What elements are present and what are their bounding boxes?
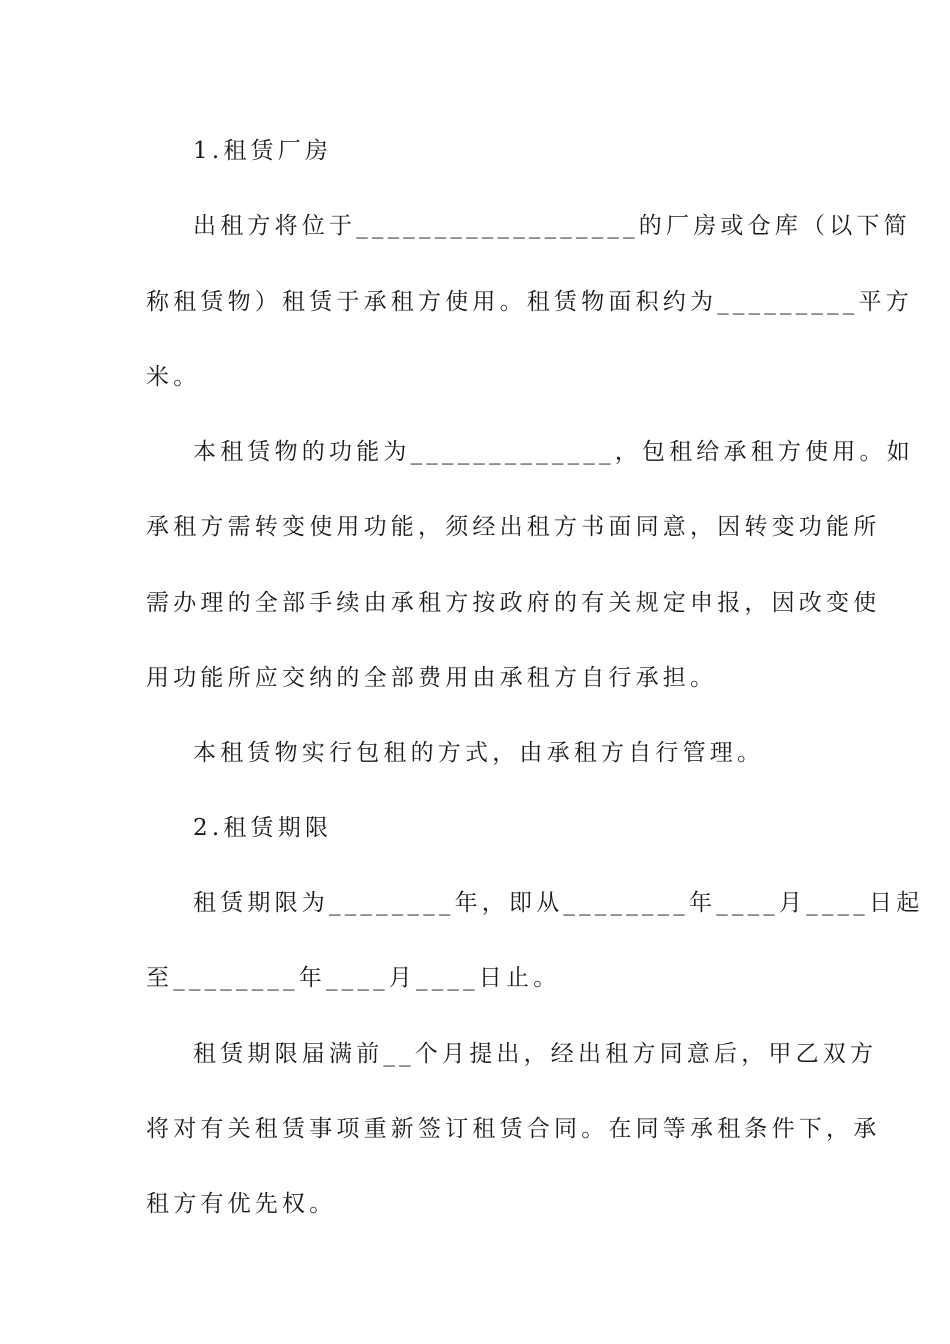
paragraph-line: 需办理的全部手续由承租方按政府的有关规定申报，因改变使 <box>146 590 881 616</box>
paragraph-line: 租赁期限届满前__个月提出，经出租方同意后，甲乙双方 <box>193 1041 878 1067</box>
section-heading-1: 1.租赁厂房 <box>193 138 333 164</box>
paragraph-line: 承租方需转变使用功能，须经出租方书面同意，因转变功能所 <box>146 514 881 540</box>
paragraph-line: 称租赁物）租赁于承租方使用。租赁物面积约为_________平方 <box>146 289 913 315</box>
paragraph-line: 将对有关租赁事项重新签订租赁合同。在同等承租条件下，承 <box>146 1116 881 1142</box>
paragraph-line: 米。 <box>146 364 201 390</box>
paragraph-line: 本租赁物的功能为_____________，包租给承租方使用。如 <box>193 439 914 465</box>
paragraph-line: 出租方将位于__________________的厂房或仓库（以下简 <box>193 213 911 239</box>
section-heading-2: 2.租赁期限 <box>193 815 333 841</box>
paragraph-line: 本租赁物实行包租的方式，由承租方自行管理。 <box>193 740 765 766</box>
paragraph-line: 租方有优先权。 <box>146 1191 337 1217</box>
paragraph-line: 租赁期限为________年，即从________年____月____日起 <box>193 890 924 916</box>
paragraph-line: 用功能所应交纳的全部费用由承租方自行承担。 <box>146 665 718 691</box>
paragraph-line: 至________年____月____日止。 <box>146 965 561 991</box>
